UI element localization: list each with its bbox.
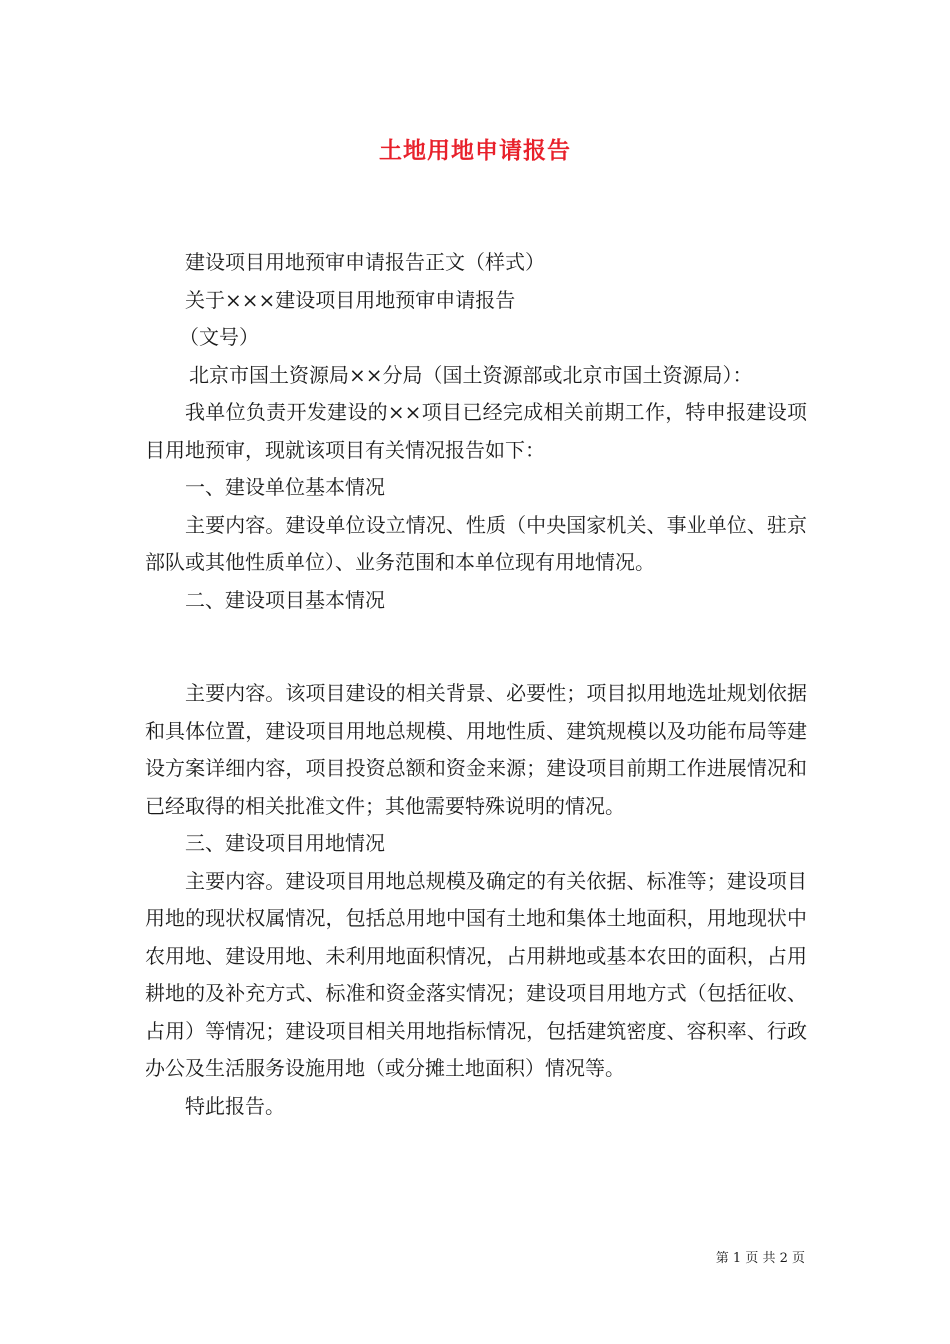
paragraph-addressee: 北京市国土资源局××分局（国土资源部或北京市国土资源局）： <box>189 362 753 387</box>
blank-spacer <box>145 619 807 675</box>
section-content-1: 主要内容。建设单位设立情况、性质（中央国家机关、事业单位、驻京部队或其他性质单位）、业务范围和本单位现有用地情况。 <box>145 512 807 574</box>
document-body <box>145 244 807 1125</box>
section-heading-2: 二、建设项目基本情况 <box>185 587 385 612</box>
paragraph-report-title: 关于×××建设项目用地预审申请报告 <box>185 287 516 312</box>
section-heading-1: 一、建设单位基本情况 <box>185 475 385 499</box>
page-number-footer: 第 1 页 共 2 页 <box>715 1251 805 1266</box>
section-heading-3: 三、建设项目用地情况 <box>185 831 385 855</box>
section-content-2: 主要内容。该项目建设的相关背景、必要性；项目拟用地选址规划依据和具体位置，建设项目用地总规模、用地性质、建筑规模以及功能布局等建设方案详细内容，项目投资总额和资金来源；建设项目前期工作进展情况和已经取得的相关批准文件；其他需要特殊说明的情况。 <box>145 681 807 818</box>
section-content-3: 主要内容。建设项目用地总规模及确定的有关依据、标准等；建设项目用地的现状权属情况，包括总用地中国有土地和集体土地面积，用地现状中农用地、建设用地、未利用地面积情况，占用耕地或基本农田的面积，占用耕地的及补充方式、标准和资金落实情况；建设项目用地方式（包括征收、占用）等情况；建设项目相关用地指标情况，包括建筑密度、容积率、行政办公及生活服务设施用地（或分摊土地面积）情况等。 <box>145 868 807 1080</box>
paragraph-closing: 特此报告。 <box>185 1093 285 1118</box>
document-title: 土地用地申请报告 <box>379 137 571 164</box>
paragraph-heading-sample: 建设项目用地预审申请报告正文（样式） <box>185 250 545 274</box>
paragraph-document-number: （文号） <box>179 325 259 349</box>
paragraph-introduction: 我单位负责开发建设的××项目已经完成相关前期工作，特申报建设项目用地预审，现就该项目有关情况报告如下： <box>145 400 807 462</box>
